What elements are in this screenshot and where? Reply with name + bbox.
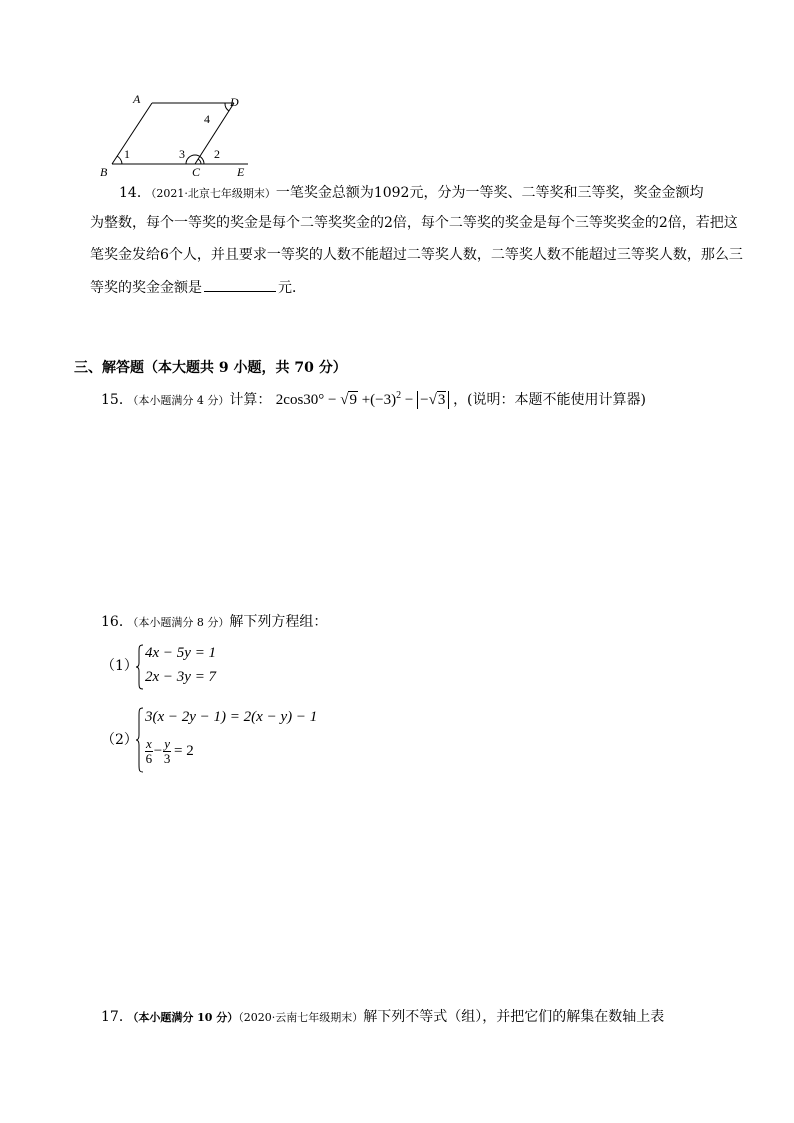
section-3-heading: 三、解答题（本大题共 9 小题，共 70 分）	[74, 360, 347, 376]
q14-line1: 一笔奖金总额为1092元，分为一等奖、二等奖和三等奖，奖金金额均	[275, 185, 704, 201]
parallelogram-figure	[100, 92, 260, 180]
angle-4-label: 4	[204, 112, 210, 126]
q15-points: （本小题满分 4 分）	[132, 394, 230, 407]
q16-part1-eq2: 2x − 3y = 7	[145, 669, 217, 685]
q17-source: （2020·云南七年级期末）	[238, 1011, 364, 1024]
q14-answer-blank[interactable]	[204, 277, 276, 292]
angle-4-arc	[225, 103, 229, 111]
q15-number: 15．	[101, 392, 133, 408]
q16-part2-eq1: 3(x − 2y − 1) = 2(x − y) − 1	[145, 709, 318, 725]
fraction-x-over-6: x 6	[145, 736, 153, 766]
q14-line4-post: 元．	[278, 280, 306, 296]
q16-number: 16．	[101, 614, 133, 630]
label-E: E	[237, 165, 245, 179]
segment-AB	[112, 103, 152, 164]
q14-line4-pre: 等奖的奖金金额是	[90, 280, 202, 296]
q15-prompt: 计算：	[229, 392, 272, 408]
q14-line3: 笔奖金发给6个人，并且要求一等奖的人数不能超过二等奖人数，二等奖人数不能超过三等奖人数，那么三	[90, 247, 743, 263]
sqrt-9: √9	[340, 392, 357, 408]
abs-value: −√3	[417, 391, 449, 409]
q15-expression: $2\cos 30^\circ - √9 +(-3)^2 - -√3$	[276, 392, 453, 408]
q16-part2-brace	[136, 707, 144, 773]
q14-line2: 为整数，每个一等奖的奖金是每个二等奖奖金的2倍，每个二等奖的奖金是每个三等奖奖金的2倍，若把这	[90, 215, 738, 231]
q16-part2-eq2: x 6 − $\frac{y}{3}$ = 2	[145, 736, 194, 766]
label-B: B	[100, 165, 108, 179]
angle-3-label: 3	[179, 147, 185, 161]
question-15	[101, 387, 646, 410]
q16-points: （本小题满分 8 分）	[132, 616, 230, 629]
q16-part1-label: （1）	[101, 658, 138, 674]
q17-points: （本小题满分 10 分）	[132, 1011, 239, 1024]
angle-2-label: 2	[214, 147, 220, 161]
angle-1-arc	[117, 156, 122, 164]
q16-part1-eq1: 4x − 5y = 1	[145, 645, 217, 661]
label-A: A	[133, 92, 141, 106]
q16-part1-brace	[136, 644, 142, 690]
q16-part2-label: （2）	[101, 732, 138, 748]
angle-1-label: 1	[124, 147, 130, 161]
q16-prompt: 解下列方程组：	[229, 614, 328, 630]
angle-2-arc	[198, 159, 201, 164]
q17-text: 解下列不等式（组），并把它们的解集在数轴上表	[363, 1009, 665, 1025]
label-D: D	[230, 95, 239, 109]
q14-source: （2021·北京七年级期末）	[150, 187, 276, 200]
q14-number: 14．	[119, 185, 151, 201]
fraction-y-over-3: $\frac{y}{3}$	[163, 736, 171, 766]
label-C: C	[192, 165, 201, 179]
q15-note: ，(说明：本题不能使用计算器)	[453, 392, 646, 408]
question-17	[101, 1008, 664, 1027]
q17-number: 17．	[101, 1009, 133, 1025]
